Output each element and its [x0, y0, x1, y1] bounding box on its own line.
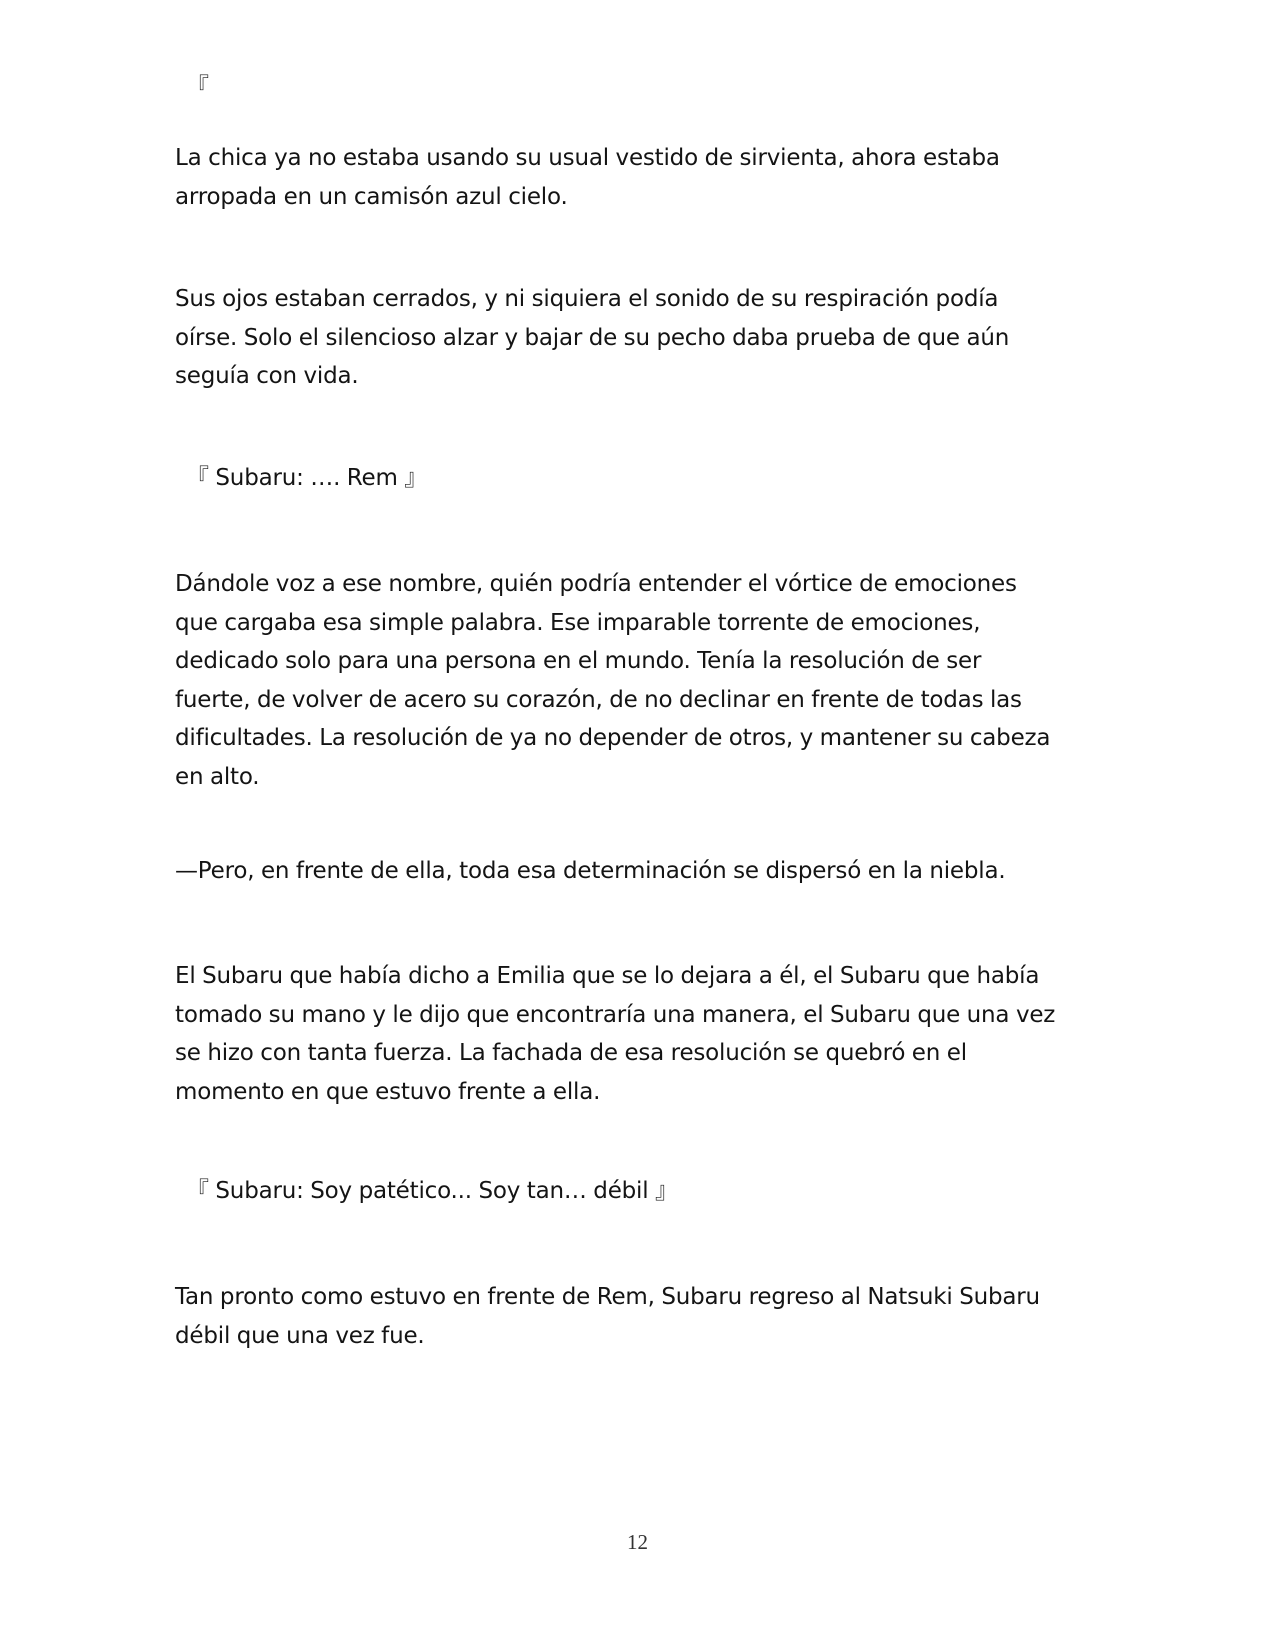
- paragraph-eyes-closed: Sus ojos estaban cerrados, y ni siquiera el sonido de su respiración podía oírse. Solo el silencioso alzar y bajar de su pecho daba prueba de que aún seguía con vida.: [175, 286, 1010, 389]
- paragraph-nightgown: La chica ya no estaba usando su usual vestido de sirvienta, ahora estaba arropada en un camisón azul cielo.: [175, 145, 1000, 210]
- dialogue-subaru-rem: 『 Subaru: …. Rem 』: [186, 465, 428, 491]
- paragraph-facade-broke: El Subaru que había dicho a Emilia que se lo dejara a él, el Subaru que había tomado su mano y le dijo que encontraría una manera, el Subaru que una vez se hizo con tanta fuerza. La fachada de esa resolución se quebró en el momento en que estuvo frente a ella.: [175, 963, 1056, 1105]
- paragraph-vortex-of-emotions: Dándole voz a ese nombre, quién podría entender el vórtice de emociones que cargaba esa simple palabra. Ese imparable torrente de emociones, dedicado solo para una persona en el mundo. Tenía la resolución de ser fuerte, de volver de acero su corazón, de no declinar en frente de todas las dificultades. La resolución de ya no depender de otros, y mantener su cabeza en alto.: [175, 571, 1051, 790]
- opening-quote-bracket: 『: [186, 74, 209, 100]
- paragraph-weak-natsuki-subaru: Tan pronto como estuvo en frente de Rem, Subaru regreso al Natsuki Subaru débil que una vez fue.: [175, 1284, 1040, 1349]
- dialogue-subaru-pathetic: 『 Subaru: Soy patético... Soy tan… débil 』: [186, 1178, 678, 1204]
- paragraph-determination-dispersed: —Pero, en frente de ella, toda esa determinación se dispersó en la niebla.: [175, 858, 1006, 884]
- page-number: 12: [627, 1530, 648, 1554]
